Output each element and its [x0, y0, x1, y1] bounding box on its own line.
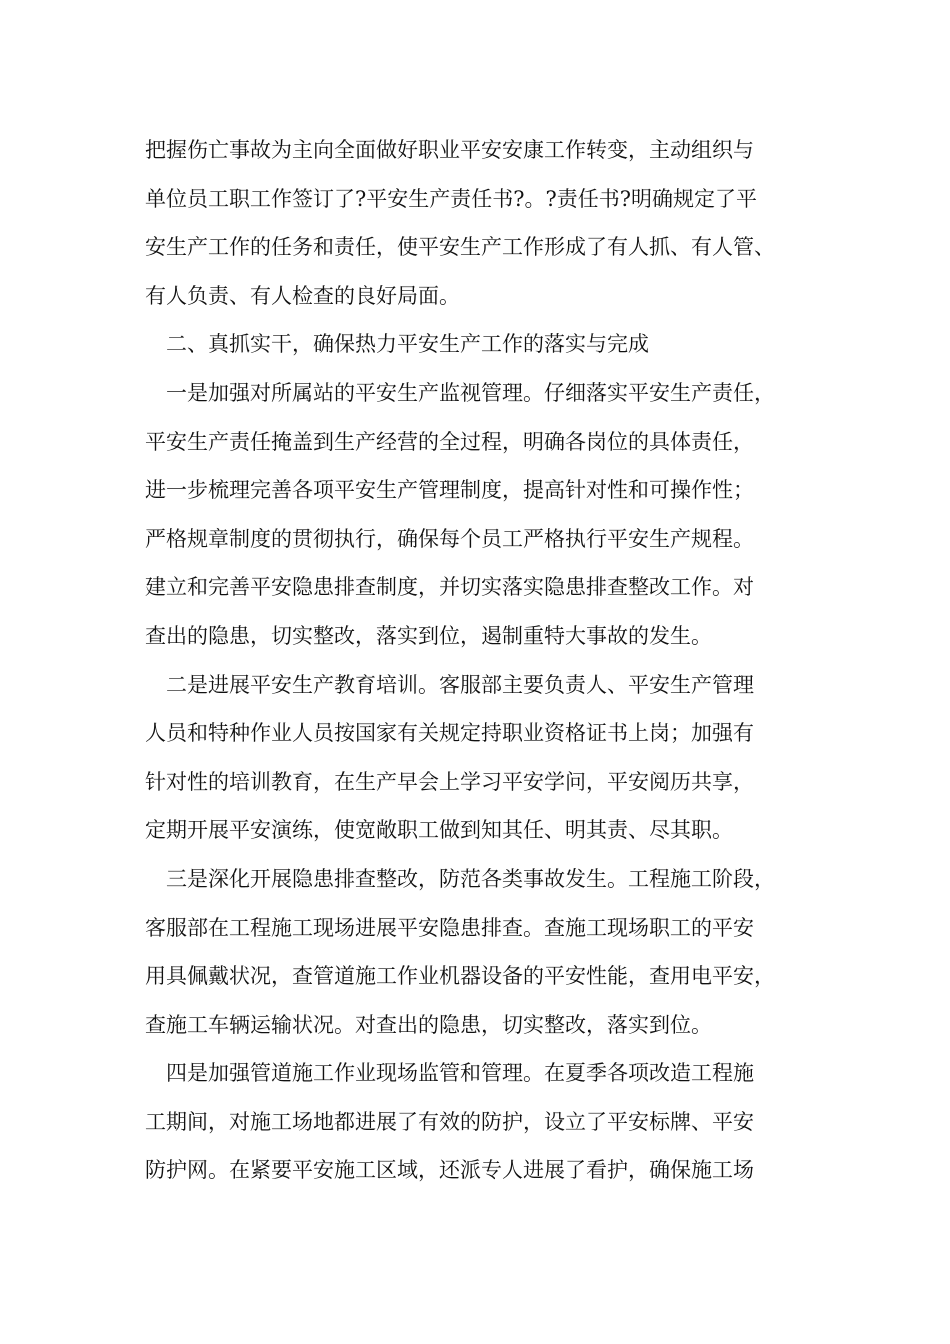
text-line: 人员和特种作业人员按国家有关规定持职业资格证书上岗；加强有 — [145, 721, 754, 746]
text-line: 平安生产责任掩盖到生产经营的全过程，明确各岗位的具体责任， — [145, 429, 754, 454]
text-line: 查出的隐患，切实整改，落实到位，遏制重特大事故的发生。 — [145, 623, 712, 648]
document-body — [145, 126, 825, 1195]
text-line: 四是加强管道施工作业现场监管和管理。在夏季各项改造工程施 — [166, 1061, 754, 1086]
text-line: 客服部在工程施工现场进展平安隐患排查。查施工现场职工的平安 — [145, 915, 754, 940]
text-line: 安生产工作的任务和责任，使平安生产工作形成了有人抓、有人管、 — [145, 235, 775, 260]
text-line: 二是进展平安生产教育培训。客服部主要负责人、平安生产管理 — [166, 672, 754, 697]
text-line: 定期开展平安演练，使宽敞职工做到知其任、明其责、尽其职。 — [145, 818, 733, 843]
text-line: 针对性的培训教育，在生产早会上学习平安学问，平安阅历共享， — [145, 769, 754, 794]
text-line: 单位员工职工作签订了?平安生产责任书?。?责任书?明确规定了平 — [145, 186, 758, 211]
text-line: 进一步梳理完善各项平安生产管理制度，提高针对性和可操作性； — [145, 478, 754, 503]
text-line: 查施工车辆运输状况。对查出的隐患，切实整改，落实到位。 — [145, 1012, 712, 1037]
text-line: 用具佩戴状况，查管道施工作业机器设备的平安性能，查用电平安， — [145, 964, 775, 989]
text-line: 严格规章制度的贯彻执行，确保每个员工严格执行平安生产规程。 — [145, 526, 754, 551]
section-heading: 二、真抓实干，确保热力平安生产工作的落实与完成 — [166, 332, 649, 357]
text-line: 建立和完善平安隐患排查制度，并切实落实隐患排查整改工作。对 — [145, 575, 754, 600]
text-line: 有人负责、有人检查的良好局面。 — [145, 283, 460, 308]
text-line: 把握伤亡事故为主向全面做好职业平安安康工作转变，主动组织与 — [145, 138, 754, 162]
text-line: 工期间，对施工场地都进展了有效的防护，设立了平安标牌、平安 — [145, 1109, 754, 1134]
text-line: 三是深化开展隐患排查整改，防范各类事故发生。工程施工阶段， — [166, 866, 775, 891]
text-line: 一是加强对所属站的平安生产监视管理。仔细落实平安生产责任， — [166, 380, 775, 405]
text-line: 防护网。在紧要平安施工区域，还派专人进展了看护，确保施工场 — [145, 1158, 754, 1183]
